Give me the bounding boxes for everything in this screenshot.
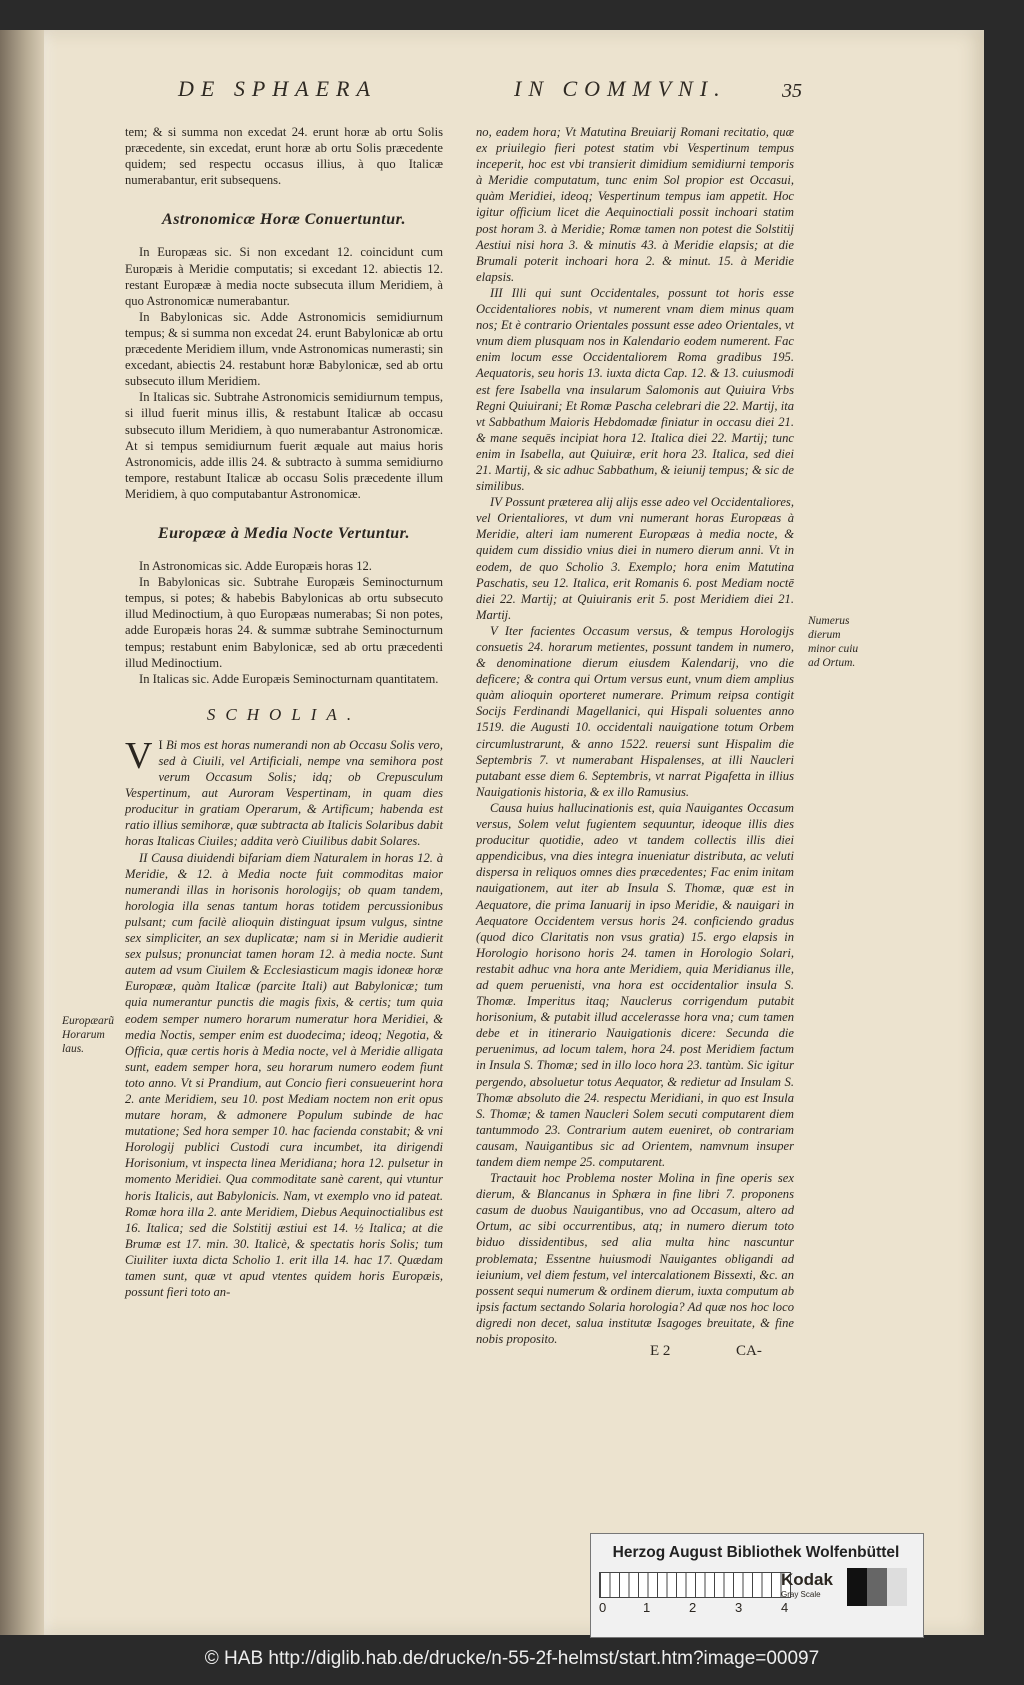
right-column xyxy=(476,124,794,1347)
paragraph: In Italicas sic. Adde Europæis Seminocturnam quantitatem. xyxy=(139,671,439,686)
light-swatch xyxy=(887,1568,907,1606)
running-head-left: DE SPHAERA xyxy=(178,76,377,101)
kodak-logo: Kodak xyxy=(781,1570,833,1589)
paragraph: Tractauit hoc Problema noster Molina in fine operis sex dierum, & Blancanus in Sphæra in fine libri 7. proponens casum de duobus Nauigantibus, vno ad Occasum, altero ad Ortum, ac sibi occurrentibus, atq; in numero dierum toto biduo dissidentibus, sed alia multa hinc nascuntur problemata; Essentne huiusmodi Nauigantes obligandi ad ieiunium, vel diem festum, vel intercalationem Bissexti, &c. an possent sequi numerum & ordinem dierum, iuxta computum ab ipsis factum sectando Solaria horologia? Ad quæ nos hoc loco digredi non decet, salua institutæ Isagoges breuitate, & fine nobis proposito. xyxy=(476,1171,794,1347)
scale-number: 4 xyxy=(781,1600,789,1615)
scholium-5: V Iter facientes Occasum versus, & tempus Horologijs consuetis 24. horarum metientes, possunt tandem in numero, & denominatione dierum eiusdem Kalendarij, vno die deficere; & contra qui Ortum versus eunt, vnum diem amplius quàm alioquin oporteret numerare. Primum reipsa contigit Socijs Ferdinandi Magellanici, qui Hispali soluentes anno 1519. die Augusti 10. occidentali nauigatione totum Orbem circumlustrarunt, & anno 1522. reuersi sunt Hispalim die Septembris 7. vt numerabant Hispalenses, at illi Naucleri putabant esse diem 6. Septembris, vt narrat Pigafetta in illius Nauigationis historia, & ex illo Ramusius. xyxy=(476,623,794,799)
margin-note-right: Numerus dierum minor cuiu ad Ortum. xyxy=(808,615,859,669)
library-label: Herzog August Bibliothek Wolfenbüttel xyxy=(612,1544,900,1561)
margin-note-left: Europæarũ Horarum laus. xyxy=(62,1015,114,1055)
running-head-right: IN COMMVNI. xyxy=(514,76,727,101)
section-heading: Europææ à Media Nocte Vertuntur. xyxy=(157,524,411,542)
scholia-title: SCHOLIA. xyxy=(206,704,362,724)
paragraph: tem; & si summa non excedat 24. erunt horæ ab ortu Solis præcedente, sin excedat, erunt horæ ab ortu Solis præcedente quidem; sed respectu occasus illius, à quo Italicæ numerabantur, erit subsequens. xyxy=(125,125,443,188)
ruler xyxy=(599,1572,791,1598)
paragraph: no, eadem hora; Vt Matutina Breuiarij Romani recitatio, quæ ex priuilegio fieri potest statim vbi Vespertinum tempus inceperit, hoc est vbi transierit dimidium semidiurni temporis à Meridie computatum, tunc enim Sol propior est Occasui, quàm Meridiei, ideoq; Vespertinum tempus iam appetit. Hoc igitur officium licet die Aequinoctiali possit inchoari statim post horam 3. à Meridie; Romæ tamen non potest die Solstitij Aestiui nisi hora 3. & minutis 43. à Meridie elapsis; at die Brumali poterit inchoari hora 2. & minut. 15. à Meridie elapsis. xyxy=(476,125,794,284)
paragraph: In Italicas sic. Subtrahe Astronomicis semidiurnum tempus, si illud fuerit minus illis, & restabunt Italicæ ab occasu subsecuto illum Meridiem, à quo numerabantur Astronomicæ. At si tempus semidiurnum fuerit æquale aut maius horis Astronomicis, adde illis 24. & subtracto à summa semidiurno tempore, restabunt Italicæ ab occasu Solis præcedente illum Meridiem, à quo computabantur Astronomicæ. xyxy=(125,390,443,501)
scholium-3: III Illi qui sunt Occidentales, possunt tot horis esse Occidentaliores nobis, vt numerent vnam diem minus quam nos; Et è contrario Orientales possunt esse adeo Orientales, vt vnum diem plusquam nos in Kalendario eodem numerent. Fac enim locum esse Occidentaliorem Roma gradibus 195. Aequatoris, seu horis 13. iuxta dicta Cap. 12. & 13. cuiusmodi est fere Isabella vna insularum Salomonis aut Quiuira Vrbs Regni Quiuirani; Et Romæ Pascha celebrari die 22. Martij, ita vt Sabbathum Maioris Hebdomadæ finiatur in occasu diei 21. & mane sequēs incipiat hora 12. Italica diei 22. Martij; tunc enim in Isabella, aut Quiuiræ, erit hora 23. Italica, sed diei 21. Martij, & sic adhuc Sabbathum, & ieiunij tempus; & sic de similibus. xyxy=(476,285,794,494)
numeral: I xyxy=(158,737,163,752)
scholium-4: IV Possunt præterea alij alijs esse adeo vel Occidentaliores, vel Orientaliores, vt dum vni numerant horas Europæas à Meridie, alteri iam numerent Europæas à media nocte, & quidem cum dissidio vnius diei in numero dierum anni. Vt in eodem, de quo Scholio 3. Exemplo; hora enim Matutina Paschatis, seu 12. Italica, erit Romanis 6. post Mediam noctē diei 22. Martij; at Quiuiranis erit 5. post Meridiem diei 21. Martij. xyxy=(476,495,794,622)
scale-number: 2 xyxy=(689,1600,697,1615)
scale-number: 0 xyxy=(599,1600,607,1615)
scholium-2: II Causa diuidendi bifariam diem Naturalem in horas 12. à Meridie, & 12. à Media nocte fuit commoditas maior numerandi illas in horisonis horologijs; ob quam tandem, horologia illa senas tantum horas totidem percussionibus pulsant; cum facilè alioquin distinguat ipsum vulgus, sintne sex simpliciter, an sex duplicatæ; nam si in Meridie audierit sex pulsus; pronunciat tamen horam 12. à media nocte. Sunt autem ad vsum Ciuilem & Ecclesiasticum magis idoneæ horæ Europææ, quàm Italicæ (parcite Itali) aut Babylonicæ; tum quia numerantur punctis die magis fixis, & certis; tum quia eodem semper numero horarum numeratur hora Meridiei, & media Noctis, semper enim est duodecima; ideoq; Negotia, & Officia, quæ certis horis à Media nocte, vel à Meridie alligata sunt, eadem semper hora, seu horarum numero eodem fiunt toto anno. Vt si Prandium, aut Concio fieri consueuerint hora 2. ante Meridiem, seu 10. post Mediam noctem non erit opus mutare horam, & admonere Populum subinde de hac mutatione; Sed hora semper 10. hac facienda constabit; & vni Horologij publici Custodi cura incumbet, ita dirigendi Horisonium, vt inspecta linea Meridiana; hora 12. pulsetur in momento Meridiei. Qua commoditate sanè carent, qui vtuntur horis Italicis, aut Babylonicis. Nam, vt exemplo vno id pateat. Romæ hora illa 2. ante Meridiem, Diebus Aequinoctialibus est 16. Italica; sed die Solstitij æstiui est 14. ½ Italica; at die Brumæ est 17. min. 30. Italicè, & spectatis horis Solis; tum Ciuiliter iuxta dicta Scholio 1. erit illa 14. hac 17. Quædam tamen sunt, quæ vt apud vtentes quidem horis Europæis, possunt fieri toto an- xyxy=(125,850,443,1300)
book-gutter xyxy=(0,30,44,1635)
page-number: 35 xyxy=(782,80,802,102)
paragraph: In Astronomicas sic. Adde Europæis horas 12. xyxy=(139,559,372,574)
left-column xyxy=(125,124,443,1300)
black-swatch xyxy=(847,1568,867,1606)
scale-number: 3 xyxy=(735,1600,743,1615)
drop-cap: V xyxy=(125,734,153,777)
copyright-footer: © HAB http://diglib.hab.de/drucke/n-55-2f-helmst/start.htm?image=00097 xyxy=(204,1648,820,1669)
catchword: CA- xyxy=(736,1343,762,1359)
paragraph: In Babylonicas sic. Adde Astronomicis semidiurnum tempus; & si summa non excedat 24. erunt Babylonicæ ab ortu præcedente Meridiem illum, vnde Astronomicas numerasti; sin excedant, abiectis 24. restabunt horæ Babylonicæ, sed ab ortu subsecuto illum Meridiem. xyxy=(125,309,443,389)
gray-swatch xyxy=(867,1568,887,1606)
color-calibration-bar xyxy=(590,1533,924,1638)
section-heading: Astronomicæ Horæ Conuertuntur. xyxy=(162,211,406,229)
scholium-1: I V Bi mos est horas numerandi non ab Occasu Solis vero, sed à Ciuili, vel Artificiali, nempe vna semihora post verum Occasum Solis; idq; ob Crepusculum Vespertinum, aut Auroram Vespertinam, in quam dies producitur in gratiam Operarum, & Artificum; habenda est ratio illius semihoræ, quæ subtracta ab Italicis Solaribus dabit horas Italicas Ciuiles; addita verò Ciuilibus dabit Solares. xyxy=(125,734,443,849)
scale-number: 1 xyxy=(643,1600,651,1615)
paragraph: In Babylonicas sic. Subtrahe Europæis Seminocturnum tempus, si potes; & habebis Babylonicas ab ortu subsecuto illud Medinoctium, à quo Europæas numerabas; Si non potes, adde Europæis horas 24. & summæ subtrahe Seminocturnum tempus; restabunt enim Babylonicæ, sed ab ortu præcedenti illud Medinoctium. xyxy=(125,575,443,670)
signature-mark: E 2 xyxy=(650,1343,671,1359)
paragraph: In Europæas sic. Si non excedant 12. coincidunt cum Europæis à Meridie computatis; si excedant 12. abiectis 12. restant Europææ à media nocte subsecuta illum Meridiem, à quo Astronomicæ numerabantur. xyxy=(125,245,443,308)
paragraph: Causa huius hallucinationis est, quia Nauigantes Occasum versus, Solem velut fugientem sequuntur, ideoque illis dies producitur quotidie, adeo vt tandem collectis illis diei appendicibus, vna dies integra inueniatur distributa, ac veluti dispersa in reliquos omnes dies præcedentes; Fac enim initam nauigationem, aut iter ab Insula S. Thomæ, quæ est in Aequatore, die prima Ianuarij in ipso Meridie, & nauigari in Aequatore Occidentem versus horis 24. conficiendo gradus (quod dico Claritatis non vsus gratia) 15. ergo elapsis in Horologio horisono horis 24. tamen in Horologio Solari, restabit adhuc vna hora ante Meridiem, quia Meridianus ille, ad quem peruenisti, vna hora est occidentalior insula S. Thomæ. Imperitus itaq; Nauclerus corrigendum putabit horisonium, & putabit illud accelerasse hora vna; cum tamen debe et in itinerario Nauigationis dicere: Secunda die peruenimus, ad locum talem, hora 24. post Meridiem factum in Insula S. Thomæ; sed in illo loco hora 23. tantùm. Sic igitur pergendo, absoluetur totus Aequator, & redietur ad Insulam S. Thomæ absoluto die 24. respectu Meridiani, in quo est Insula S. Thomæ; & tamen Naucleri Solem secuti computarent diem tantummodo 23. Contrarium autem eueniret, ob contrariam causam, Nauigantibus sic ad Orientem, namvnum insuper tandem diem nempe 25. computarent. xyxy=(476,800,794,1169)
gray-scale-label: Gray Scale xyxy=(781,1590,821,1599)
